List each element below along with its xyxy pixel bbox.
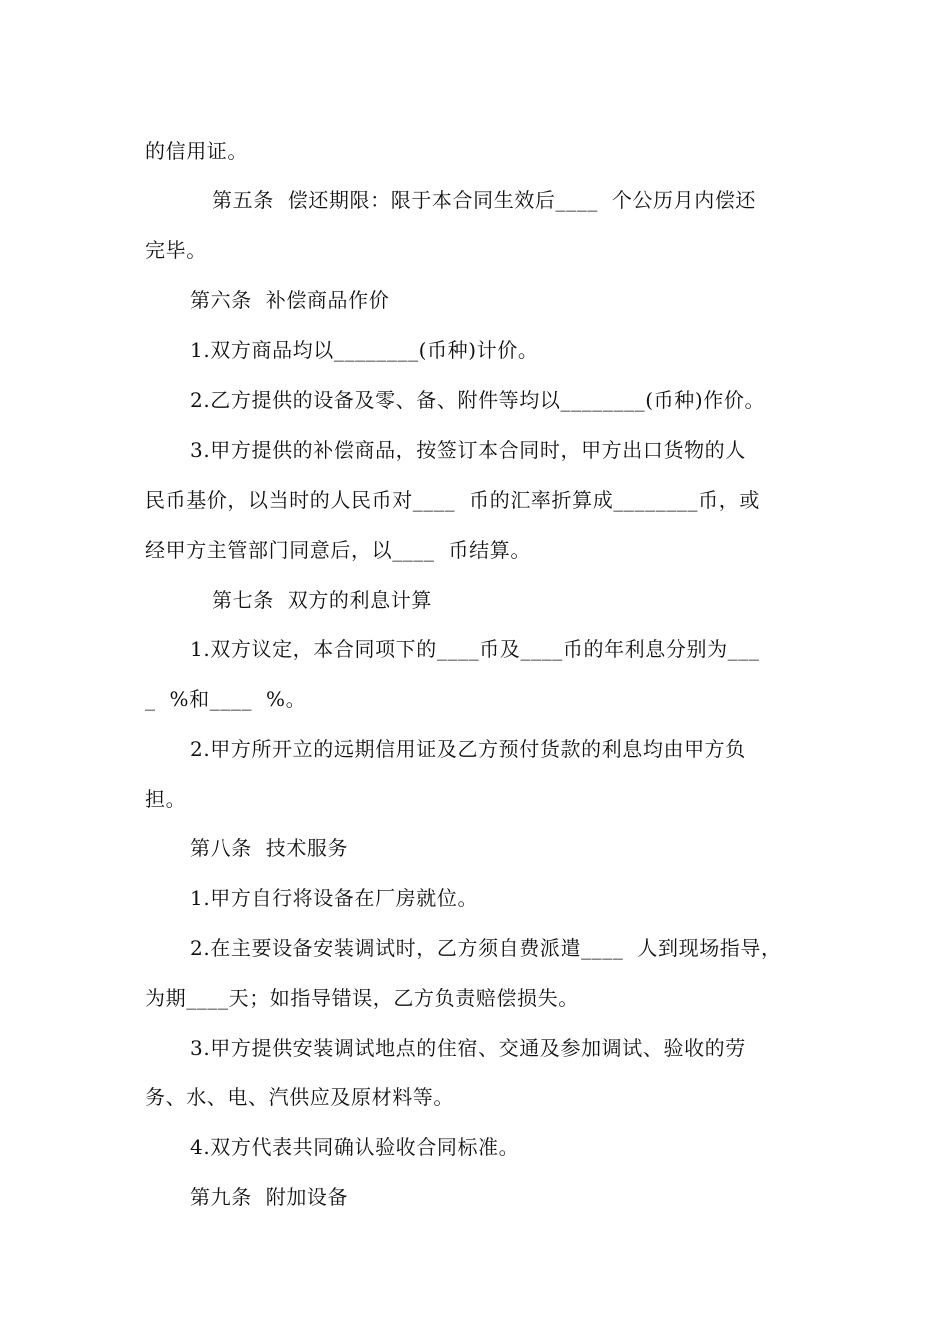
text-line: 2.甲方所开立的远期信用证及乙方预付货款的利息均由甲方负 bbox=[190, 737, 746, 761]
article-5-heading: 第五条 偿还期限：限于本合同生效后____ 个公历月内偿还 bbox=[212, 188, 757, 212]
text-line: 民币基价，以当时的人民币对____ 币的汇率折算成________币，或 bbox=[145, 488, 760, 512]
text-line: 3.甲方提供的补偿商品，按签订本合同时，甲方出口货物的人 bbox=[190, 438, 746, 462]
text-line: 为期____天；如指导错误，乙方负责赔偿损失。 bbox=[145, 986, 579, 1010]
text-line: 务、水、电、汽供应及原材料等。 bbox=[145, 1085, 454, 1109]
article-6-heading: 第六条 补偿商品作价 bbox=[190, 288, 390, 312]
text-line: 2.乙方提供的设备及零、备、附件等均以________(币种)作价。 bbox=[190, 388, 766, 412]
text-line: 1.双方议定，本合同项下的____币及____币的年利息分别为___ bbox=[190, 637, 760, 661]
text-line: 的信用证。 bbox=[145, 139, 248, 163]
text-line: 2.在主要设备安装调试时，乙方须自费派遣____ 人到现场指导， bbox=[190, 936, 782, 960]
article-7-heading: 第七条 双方的利息计算 bbox=[212, 588, 432, 612]
article-8-heading: 第八条 技术服务 bbox=[190, 836, 349, 860]
article-9-heading: 第九条 附加设备 bbox=[190, 1185, 349, 1209]
text-line: _ %和____ %。 bbox=[145, 687, 307, 711]
text-line: 经甲方主管部门同意后，以____ 币结算。 bbox=[145, 538, 531, 562]
text-line: 1.甲方自行将设备在厂房就位。 bbox=[190, 886, 479, 910]
text-line: 完毕。 bbox=[145, 238, 207, 262]
text-line: 担。 bbox=[145, 787, 187, 811]
text-line: 1.双方商品均以________(币种)计价。 bbox=[190, 338, 539, 362]
text-line: 3.甲方提供安装调试地点的住宿、交通及参加调试、验收的劳 bbox=[190, 1036, 746, 1060]
text-line: 4.双方代表共同确认验收合同标准。 bbox=[190, 1135, 520, 1159]
